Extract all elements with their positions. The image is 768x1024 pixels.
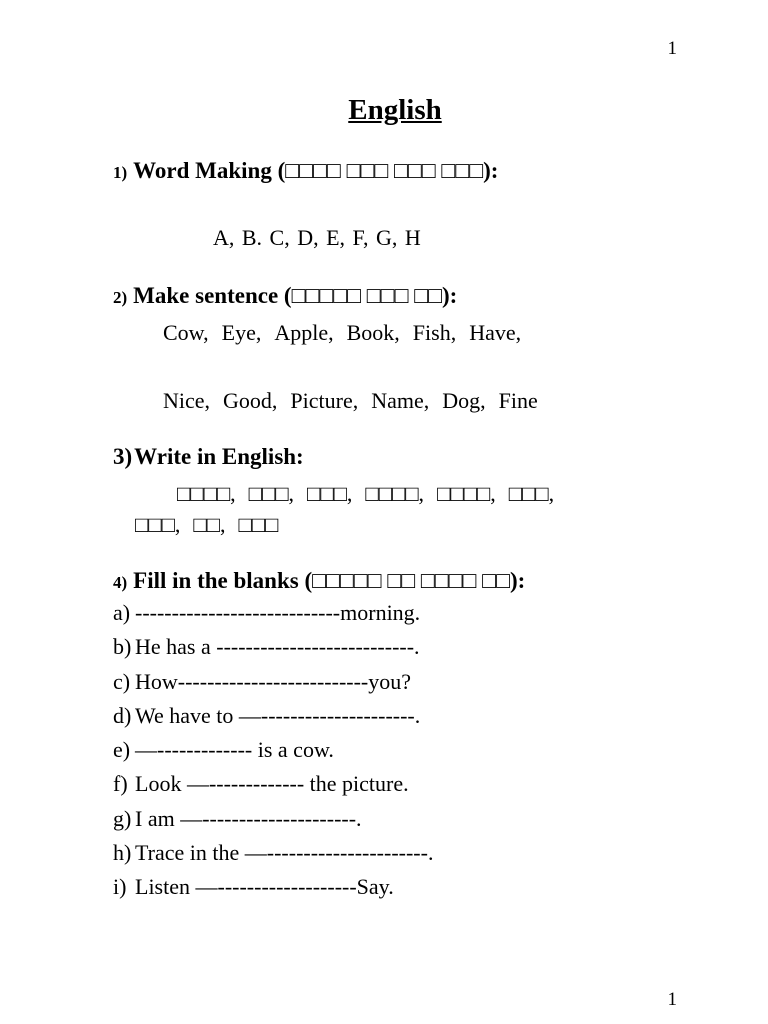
- question-4-heading: [113, 568, 525, 594]
- page-title: English: [348, 94, 442, 126]
- list-item: [113, 630, 433, 664]
- question-1-native-text: □□□□ □□□ □□□ □□□: [285, 158, 484, 183]
- item-text: Look —------------- the picture.: [135, 771, 409, 797]
- question-4-title-end: ):: [509, 568, 526, 593]
- question-3-heading: [113, 444, 304, 470]
- question-4-title: Fill in the blanks (: [133, 568, 313, 593]
- list-item: [113, 836, 433, 870]
- item-letter: h): [113, 840, 132, 866]
- word-item: Fine: [498, 388, 538, 413]
- question-1-number: 1): [113, 163, 128, 182]
- question-3-words-line-2: [135, 512, 291, 538]
- word-item: □□□□,: [365, 481, 425, 506]
- question-2-title-end: ):: [442, 283, 458, 308]
- word-item: Dog,: [442, 388, 486, 413]
- word-item: Nice,: [163, 388, 211, 413]
- item-letter: a): [113, 600, 131, 625]
- question-2-native-text: □□□□□ □□□ □□: [291, 283, 442, 308]
- word-item: □□□,: [508, 481, 555, 506]
- word-item: Fish,: [412, 320, 457, 345]
- item-text: ----------------------------morning.: [135, 600, 421, 625]
- word-item: Picture,: [290, 388, 359, 413]
- item-text: Listen —-------------------Say.: [135, 874, 394, 900]
- list-item: [113, 665, 433, 699]
- question-1-letters: A, B. C, D, E, F, G, H: [213, 225, 421, 250]
- question-1-title: Word Making (: [133, 158, 286, 183]
- word-item: □□□,: [135, 512, 181, 537]
- word-item: □□□,: [248, 481, 295, 506]
- item-text: He has a ---------------------------.: [135, 634, 420, 660]
- item-text: Trace in the —----------------------.: [135, 840, 434, 866]
- item-letter: e): [113, 737, 131, 763]
- item-letter: i): [113, 874, 127, 900]
- question-3-number: 3): [113, 444, 133, 469]
- question-3-title: Write in English:: [134, 444, 304, 469]
- question-3-words-line-1: [177, 481, 567, 507]
- word-item: Cow,: [163, 320, 209, 345]
- word-item: Apple,: [274, 320, 334, 345]
- word-item: □□□□,: [177, 481, 236, 506]
- item-letter: f): [113, 771, 128, 797]
- question-1-title-end: ):: [483, 158, 499, 183]
- word-item: □□□,: [307, 481, 353, 506]
- word-item: Have,: [469, 320, 522, 345]
- page-number-top: 1: [667, 38, 677, 59]
- item-text: —------------- is a cow.: [135, 737, 334, 763]
- item-letter: b): [113, 634, 132, 660]
- word-item: □□,: [193, 512, 226, 537]
- item-text: We have to —---------------------.: [135, 702, 421, 728]
- question-1-heading: [113, 158, 498, 184]
- word-item: Eye,: [221, 320, 262, 345]
- list-item: [113, 767, 433, 801]
- question-2-number: 2): [113, 288, 128, 307]
- page-number-bottom: 1: [667, 989, 677, 1010]
- item-text: How--------------------------you?: [135, 668, 412, 694]
- item-letter: g): [113, 805, 132, 831]
- word-item: □□□: [238, 512, 279, 537]
- list-item: [113, 733, 433, 767]
- question-2-words-line-2: [163, 388, 551, 414]
- item-text: I am —---------------------.: [135, 805, 362, 831]
- question-2-heading: [113, 283, 457, 309]
- word-item: Name,: [371, 388, 430, 413]
- question-4-number: 4): [113, 573, 128, 592]
- list-item: [113, 802, 433, 836]
- question-4-native-text: □□□□□ □□ □□□□ □□: [312, 568, 510, 593]
- list-item: [113, 699, 433, 733]
- word-item: Book,: [346, 320, 400, 345]
- item-letter: d): [113, 702, 132, 728]
- question-2-words-line-1: [163, 320, 534, 346]
- list-item: [113, 596, 433, 630]
- word-item: □□□□,: [437, 481, 496, 506]
- list-item: [113, 870, 433, 904]
- fill-in-blanks-list: [113, 596, 433, 905]
- item-letter: c): [113, 668, 131, 694]
- question-2-title: Make sentence (: [133, 283, 292, 308]
- word-item: Good,: [223, 388, 278, 413]
